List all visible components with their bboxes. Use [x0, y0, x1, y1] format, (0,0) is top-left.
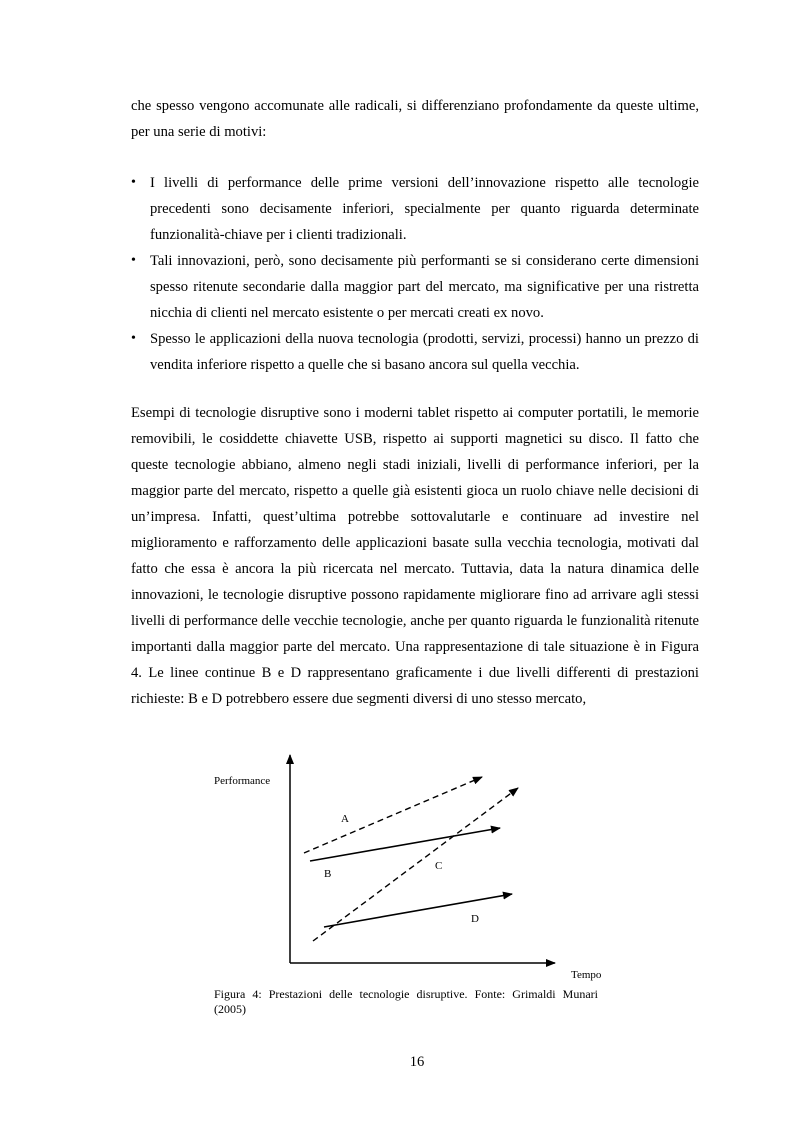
bullet-item: • Spesso le applicazioni della nuova tecnologia (prodotti, servizi, processi) hanno un prezzo di vendita inferiore rispetto a quelle che si basano ancora sul quella vecchia. [131, 326, 699, 378]
bullet-list [131, 170, 699, 378]
label-b: B [324, 868, 332, 880]
line-a [304, 777, 482, 853]
label-d: D [471, 913, 479, 925]
line-c [313, 788, 518, 941]
figure-caption: Figura 4: Prestazioni delle tecnologie disruptive. Fonte: Grimaldi Munari (2005) [214, 987, 598, 1016]
bullet-item: • I livelli di performance delle prime versioni dell’innovazione rispetto alle tecnologie precedenti sono decisamente inferiori, specialmente per quanto riguarda determinate funzionalità-chiave per i clienti tradizionali. [131, 170, 699, 248]
x-axis-label: Tempo [571, 969, 602, 981]
paragraph-intro: che spesso vengono accomunate alle radicali, si differenziano profondamente da queste ultime, per una serie di motivi: [131, 98, 699, 140]
page-number: 16 [409, 1054, 425, 1070]
line-b [310, 828, 500, 861]
figure-disruptive-technologies [200, 745, 620, 985]
paragraph-examples: Esempi di tecnologie disruptive sono i moderni tablet rispetto ai computer portatili, le memorie removibili, le cosiddette chiavette USB, rispetto ai supporti magnetici su disco. Il fatto che queste tecnologie abbiano, almeno negli stadi iniziali, livelli di performance inferiori, per la maggior parte del mercato, rispetto a quelle già esistenti gioca un ruolo chiave nelle decisioni di un’impresa. Infatti, quest’ultima potrebbe sottovalutarle e continuare ad investire nel miglioramento e rafforzamento delle applicazioni basate sulla vecchia tecnologia, motivati dal fatto che essa è ancora la più ricercata nel mercato. Tuttavia, data la natura dinamica delle innovazioni, le tecnologie disruptive possono rapidamente migliorare fino ad arrivare agli stessi livelli di performance delle vecchie tecnologie, anche per quanto riguarda le funzionalità ritenute importanti dalla maggior parte del mercato. Una rappresentazione di tale situazione è in Figura 4. Le linee continue B e D rappresentano graficamente i due livelli differenti di prestazioni richieste: B e D potrebbero essere due segmenti diversi di uno stesso mercato, [131, 405, 699, 707]
label-a: A [341, 813, 349, 825]
y-axis-label: Performance [214, 775, 271, 787]
bullet-item: • Tali innovazioni, però, sono decisamente più performanti se si considerano certe dimensioni spesso ritenute secondarie dalla maggior part del mercato, ma significative per una ristretta nicchia di clienti nel mercato esistente o per mercati creati ex novo. [131, 248, 699, 326]
label-c: C [435, 860, 443, 872]
line-d [324, 894, 512, 927]
